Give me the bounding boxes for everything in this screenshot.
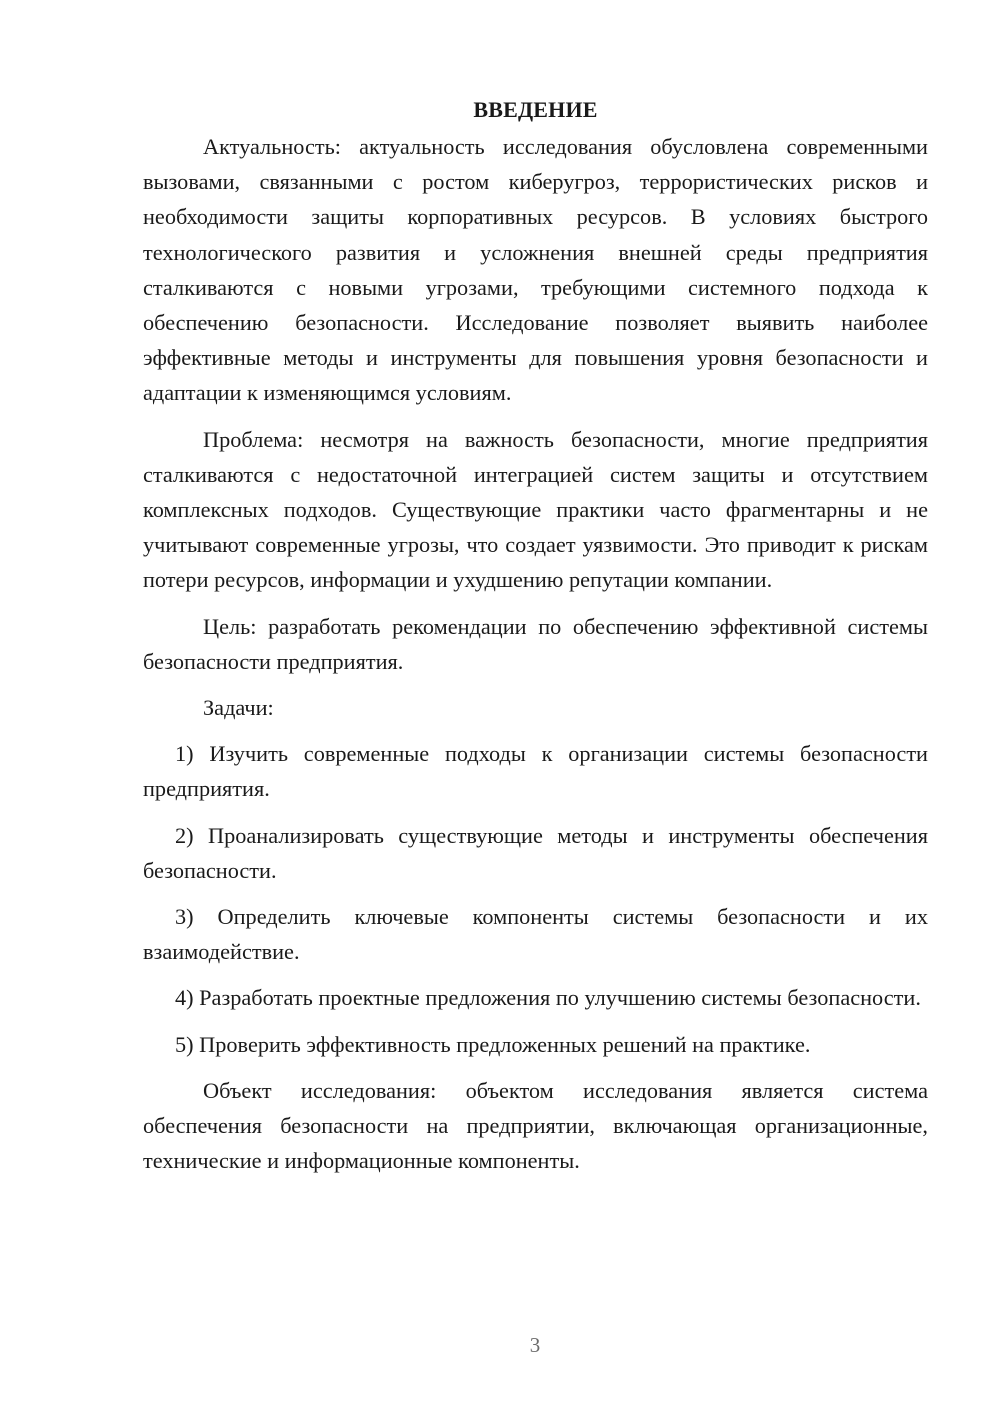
tasks-heading: Задачи:	[203, 695, 274, 721]
section-title: ВВЕДЕНИЕ	[473, 97, 598, 122]
object-paragraph: Объект исследования: объектом исследования является система обеспечения безопасности на предприятии, включающая организационные, технические и информационные компоненты.	[143, 1077, 928, 1174]
task-item: 5) Проверить эффективность предложенных решений на практике.	[175, 1031, 811, 1057]
document-page	[143, 92, 928, 1189]
problem-paragraph: Проблема: несмотря на важность безопасности, многие предприятия сталкиваются с недостаточной интеграцией систем защиты и отсутствием комплексных подходов. Существующие практики часто фрагментарны и не учитывают современные угрозы, что создает уязвимости. Это приводит к рискам потери ресурсов, информации и ухудшению репутации компании.	[143, 426, 928, 593]
task-item: 3) Определить ключевые компоненты системы безопасности и их взаимодействие.	[143, 904, 928, 965]
task-item: 1) Изучить современные подходы к организации системы безопасности предприятия.	[143, 741, 928, 802]
relevance-paragraph: Актуальность: актуальность исследования обусловлена современными вызовами, связанными с ростом киберугроз, террористических рисков и необходимости защиты корпоративных ресурсов. В условиях быстрого технологического развития и усложнения внешней среды предприятия сталкиваются с новыми угрозами, требующими системного подхода к обеспечению безопасности. Исследование позволяет выявить наиболее эффективные методы и инструменты для повышения уровня безопасности и адаптации к изменяющимся условиям.	[143, 134, 928, 406]
task-item: 2) Проанализировать существующие методы и инструменты обеспечения безопасности.	[143, 822, 928, 883]
goal-paragraph: Цель: разработать рекомендации по обеспечению эффективной системы безопасности предприятия.	[143, 613, 928, 674]
page-number: 3	[529, 1333, 541, 1357]
task-item: 4) Разработать проектные предложения по улучшению системы безопасности.	[175, 985, 921, 1011]
